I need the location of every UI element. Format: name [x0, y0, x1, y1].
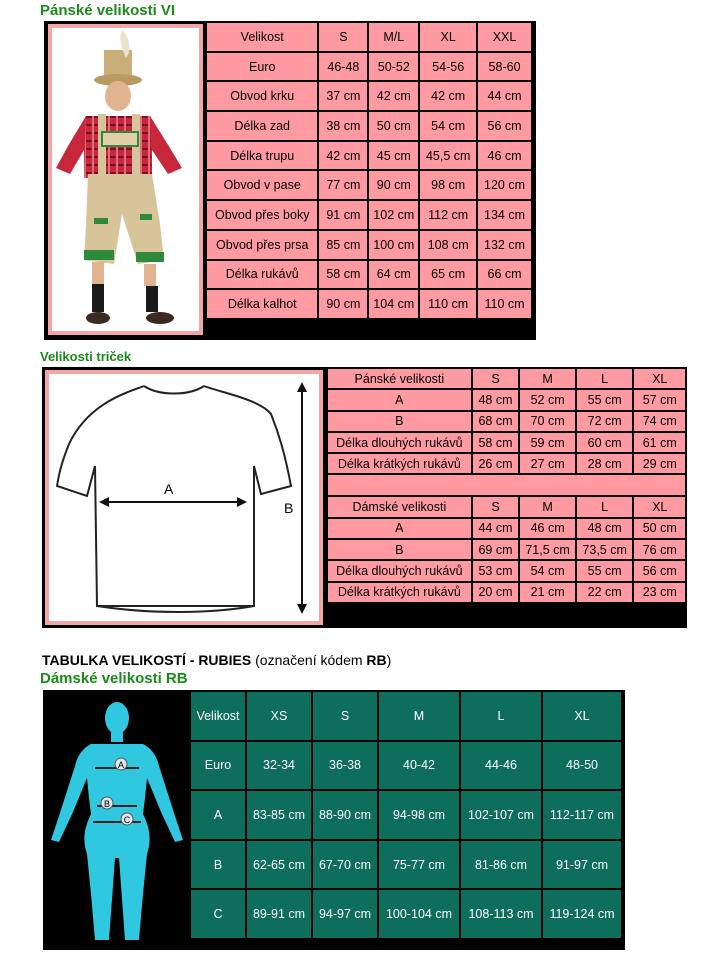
- table-cell: 54 cm: [519, 560, 576, 581]
- dimension-label-a: A: [164, 481, 174, 497]
- table-cell: 112-117 cm: [542, 790, 622, 840]
- table-cell: 45 cm: [368, 141, 419, 171]
- table-cell: 50 cm: [633, 518, 686, 539]
- table-cell: 29 cm: [633, 453, 686, 474]
- table-cell: 112 cm: [419, 200, 477, 230]
- column-header: S: [312, 691, 378, 741]
- table-cell: 83-85 cm: [246, 790, 312, 840]
- table-cell: 56 cm: [633, 560, 686, 581]
- table-cell: 46 cm: [477, 141, 532, 171]
- table-cell: 67-70 cm: [312, 840, 378, 890]
- table-row: [327, 432, 686, 453]
- table-cell: 37 cm: [318, 81, 368, 111]
- table-cell: 71,5 cm: [519, 539, 576, 560]
- table-row: [327, 411, 686, 432]
- womens-rb-sizes-title: Dámské velikosti RB: [40, 670, 188, 687]
- rubies-size-table-heading: [42, 652, 391, 668]
- table-row: [206, 52, 532, 82]
- column-header: S: [472, 496, 520, 517]
- column-header: M/L: [368, 22, 419, 52]
- table-cell: 48 cm: [472, 389, 520, 410]
- table-cell: 46 cm: [519, 518, 576, 539]
- table-cell: 75-77 cm: [378, 840, 460, 890]
- column-header: L: [460, 691, 542, 741]
- womens-rb-size-chart: [43, 690, 625, 950]
- table-cell: 42 cm: [419, 81, 477, 111]
- costume-photo: [48, 24, 203, 335]
- table-cell: 70 cm: [519, 411, 576, 432]
- table-cell: 58 cm: [472, 432, 520, 453]
- row-label: Délka dlouhých rukávů: [327, 432, 472, 453]
- column-header: XL: [542, 691, 622, 741]
- table-row: [190, 840, 622, 890]
- tshirt-diagram: [49, 374, 319, 621]
- table-cell: 110 cm: [419, 289, 477, 319]
- column-header: XS: [246, 691, 312, 741]
- table-cell: 40-42: [378, 741, 460, 791]
- row-label: A: [327, 389, 472, 410]
- table-row: [206, 141, 532, 171]
- tshirt-size-chart: [42, 367, 687, 628]
- row-label: A: [327, 518, 472, 539]
- row-label: B: [190, 840, 246, 890]
- table-row-header-row: [190, 691, 622, 741]
- table-cell: 54-56: [419, 52, 477, 82]
- table-cell: 72 cm: [576, 411, 634, 432]
- column-header: M: [519, 496, 576, 517]
- table-cell: 22 cm: [576, 582, 634, 603]
- table-row: [327, 518, 686, 539]
- rubies-heading-text-2: ): [386, 652, 392, 668]
- rubies-heading-text-1: (označení kódem: [251, 652, 367, 668]
- table-row: [206, 200, 532, 230]
- table-cell: 55 cm: [576, 560, 634, 581]
- table-cell: 48-50: [542, 741, 622, 791]
- table-cell: 104 cm: [368, 289, 419, 319]
- table-row: [190, 889, 622, 939]
- column-header: Velikost: [206, 22, 318, 52]
- table-cell: 110 cm: [477, 289, 532, 319]
- man-lederhosen-image: [52, 28, 199, 331]
- table-cell: 100 cm: [368, 230, 419, 260]
- table-cell: 91-97 cm: [542, 840, 622, 890]
- row-label: Délka kalhot: [206, 289, 318, 319]
- table-row: [206, 289, 532, 319]
- table-cell: 62-65 cm: [246, 840, 312, 890]
- table-cell: 55 cm: [576, 389, 634, 410]
- column-header: M: [519, 368, 576, 389]
- row-label: Obvod přes boky: [206, 200, 318, 230]
- row-label: A: [190, 790, 246, 840]
- row-label: Euro: [190, 741, 246, 791]
- row-label: Euro: [206, 52, 318, 82]
- table-row: [327, 453, 686, 474]
- table-header-row: [327, 368, 686, 389]
- tshirt-diagram-frame: [45, 370, 323, 625]
- table-cell: 77 cm: [318, 170, 368, 200]
- table-cell: 74 cm: [633, 411, 686, 432]
- column-header: L: [576, 368, 634, 389]
- row-label: C: [190, 889, 246, 939]
- column-header: XL: [633, 496, 686, 517]
- womens-rb-size-table: [189, 690, 623, 940]
- row-label: Obvod přes prsa: [206, 230, 318, 260]
- column-header: Pánské velikosti: [327, 368, 472, 389]
- table-cell: 98 cm: [419, 170, 477, 200]
- table-cell: 26 cm: [472, 453, 520, 474]
- column-header: XXL: [477, 22, 532, 52]
- table-cell: 102 cm: [368, 200, 419, 230]
- table-cell: 100-104 cm: [378, 889, 460, 939]
- table-cell: 64 cm: [368, 260, 419, 290]
- row-label: Obvod v pase: [206, 170, 318, 200]
- row-label: Délka trupu: [206, 141, 318, 171]
- table-cell: 73,5 cm: [576, 539, 634, 560]
- column-header: M: [378, 691, 460, 741]
- table-cell: 119-124 cm: [542, 889, 622, 939]
- dimension-label-b: B: [284, 500, 294, 516]
- row-label: Délka zad: [206, 111, 318, 141]
- table-cell: 69 cm: [472, 539, 520, 560]
- table-cell: 58 cm: [318, 260, 368, 290]
- table-header-row: [327, 496, 686, 517]
- table-row: [327, 539, 686, 560]
- mens-sizes-title: Pánské velikosti VI: [40, 2, 176, 19]
- table-cell: 81-86 cm: [460, 840, 542, 890]
- table-cell: 44 cm: [477, 81, 532, 111]
- table-cell: 57 cm: [633, 389, 686, 410]
- row-label: B: [327, 411, 472, 432]
- table-cell: 94-98 cm: [378, 790, 460, 840]
- female-body-silhouette: [47, 694, 187, 946]
- row-label: Délka krátkých rukávů: [327, 453, 472, 474]
- table-cell: 53 cm: [472, 560, 520, 581]
- table-cell: 54 cm: [419, 111, 477, 141]
- table-cell: 56 cm: [477, 111, 532, 141]
- table-row: [206, 111, 532, 141]
- column-header: L: [576, 496, 634, 517]
- table-cell: 50-52: [368, 52, 419, 82]
- table-cell: 20 cm: [472, 582, 520, 603]
- row-label: Délka dlouhých rukávů: [327, 560, 472, 581]
- body-silhouette-image: [47, 694, 187, 946]
- table-cell: 44-46: [460, 741, 542, 791]
- table-cell: 21 cm: [519, 582, 576, 603]
- table-cell: 42 cm: [318, 141, 368, 171]
- figure-label-b: B: [103, 799, 111, 809]
- table-cell: 132 cm: [477, 230, 532, 260]
- figure-label-c: C: [123, 815, 131, 825]
- table-cell: 44 cm: [472, 518, 520, 539]
- table-cell: 32-34: [246, 741, 312, 791]
- column-header: S: [318, 22, 368, 52]
- table-cell: 108 cm: [419, 230, 477, 260]
- table-cell: 65 cm: [419, 260, 477, 290]
- table-cell: 91 cm: [318, 200, 368, 230]
- column-header: XL: [419, 22, 477, 52]
- table-cell: 120 cm: [477, 170, 532, 200]
- table-cell: 58-60: [477, 52, 532, 82]
- rubies-heading-code: RB: [366, 652, 387, 668]
- table-cell: 60 cm: [576, 432, 634, 453]
- table-cell: 48 cm: [576, 518, 634, 539]
- table-cell: 23 cm: [633, 582, 686, 603]
- column-header: S: [472, 368, 520, 389]
- table-cell: 85 cm: [318, 230, 368, 260]
- table-cell: 68 cm: [472, 411, 520, 432]
- table-cell: 36-38: [312, 741, 378, 791]
- row-label: Délka rukávů: [206, 260, 318, 290]
- row-label: Obvod krku: [206, 81, 318, 111]
- table-row: [206, 170, 532, 200]
- table-row: [206, 230, 532, 260]
- column-header: Dámské velikosti: [327, 496, 472, 517]
- table-cell: 102-107 cm: [460, 790, 542, 840]
- table-cell: 134 cm: [477, 200, 532, 230]
- table-cell: 59 cm: [519, 432, 576, 453]
- tshirt-size-table: [326, 367, 687, 604]
- table-row: [327, 582, 686, 603]
- mens-size-chart: [44, 21, 536, 340]
- table-row: [327, 560, 686, 581]
- table-cell: 38 cm: [318, 111, 368, 141]
- table-cell: 90 cm: [368, 170, 419, 200]
- table-row: [206, 260, 532, 290]
- table-cell: 90 cm: [318, 289, 368, 319]
- table-cell: 28 cm: [576, 453, 634, 474]
- table-cell: 45,5 cm: [419, 141, 477, 171]
- table-cell: 108-113 cm: [460, 889, 542, 939]
- row-label: B: [327, 539, 472, 560]
- figure-label-a: A: [117, 760, 125, 770]
- table-cell: 52 cm: [519, 389, 576, 410]
- table-cell: 76 cm: [633, 539, 686, 560]
- rubies-heading-bold: TABULKA VELIKOSTÍ - RUBIES: [42, 652, 252, 668]
- table-cell: 88-90 cm: [312, 790, 378, 840]
- table-cell: 42 cm: [368, 81, 419, 111]
- table-row: [190, 741, 622, 791]
- mens-size-table: [205, 21, 533, 320]
- table-cell: 89-91 cm: [246, 889, 312, 939]
- table-cell: 46-48: [318, 52, 368, 82]
- table-row: [206, 81, 532, 111]
- table-cell: 94-97 cm: [312, 889, 378, 939]
- column-header: XL: [633, 368, 686, 389]
- table-separator-row: [327, 474, 686, 496]
- tshirt-sizes-title: Velikosti triček: [40, 349, 132, 364]
- table-cell: 27 cm: [519, 453, 576, 474]
- table-cell: 66 cm: [477, 260, 532, 290]
- row-label: Délka krátkých rukávů: [327, 582, 472, 603]
- separator-cell: [327, 474, 686, 496]
- column-header: Velikost: [190, 691, 246, 741]
- table-cell: 61 cm: [633, 432, 686, 453]
- table-row: [327, 389, 686, 410]
- table-row-header-row: [206, 22, 532, 52]
- table-cell: 50 cm: [368, 111, 419, 141]
- table-row: [190, 790, 622, 840]
